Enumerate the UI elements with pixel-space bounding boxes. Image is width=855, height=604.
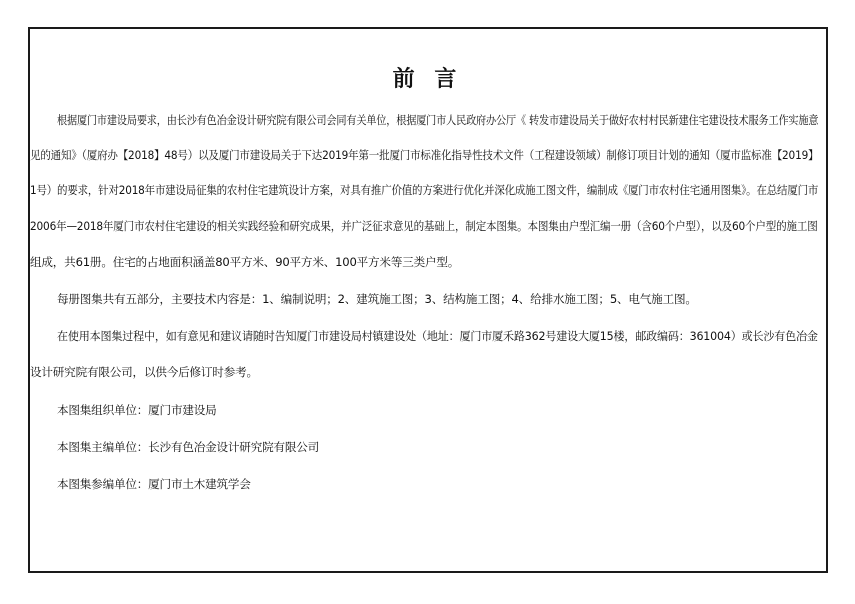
page-title: 前 言 bbox=[392, 66, 463, 92]
chief-editor-line: 本图集主编单位：长沙有色冶金设计研究院有限公司 bbox=[57, 440, 320, 454]
co-editor-line: 本图集参编单位：厦门市土木建筑学会 bbox=[57, 477, 251, 491]
paragraph-line-6: 每册图集共有五部分，主要技术内容是：1、编制说明；2、建筑施工图；3、结构施工图；4、给排水施工图；5、电气施工图。 bbox=[57, 292, 697, 306]
organizer-line: 本图集组织单位：厦门市建设局 bbox=[57, 403, 217, 417]
paragraph-line-5: 组成，共61册。住宅的占地面积涵盖80平方米、90平方米、100平方米等三类户型。 bbox=[30, 255, 460, 269]
paragraph-line-4: 2006年—2018年厦门市农村住宅建设的相关实践经验和研究成果，并广泛征求意见的基础上，制定本图集。本图集由户型汇编一册（含60个户型），以及60个户型的施工图 bbox=[30, 219, 818, 233]
paragraph-line-8: 设计研究院有限公司，以供今后修订时参考。 bbox=[30, 365, 258, 379]
paragraph-line-3: 1号）的要求，针对2018年市建设局征集的农村住宅建筑设计方案，对具有推广价值的方案进行优化并深化成施工图文件，编制成《厦门市农村住宅通用图集》。在总结厦门市 bbox=[30, 183, 819, 197]
paragraph-line-1: 根据厦门市建设局要求，由长沙有色冶金设计研究院有限公司会同有关单位，根据厦门市人民政府办公厅《 转发市建设局关于做好农村村民新建住宅建设技术服务工作实施意 bbox=[57, 113, 819, 127]
paragraph-line-2: 见的通知》（厦府办【2018】48号）以及厦门市建设局关于下达2019年第一批厦门市标准化指导性技术文件（工程建设领域）制修订项目计划的通知（厦市监标准【2019】 bbox=[30, 148, 819, 162]
paragraph-line-7: 在使用本图集过程中，如有意见和建议请随时告知厦门市建设局村镇建设处（地址：厦门市厦禾路362号建设大厦15楼，邮政编码：361004）或长沙有色冶金 bbox=[57, 329, 818, 343]
